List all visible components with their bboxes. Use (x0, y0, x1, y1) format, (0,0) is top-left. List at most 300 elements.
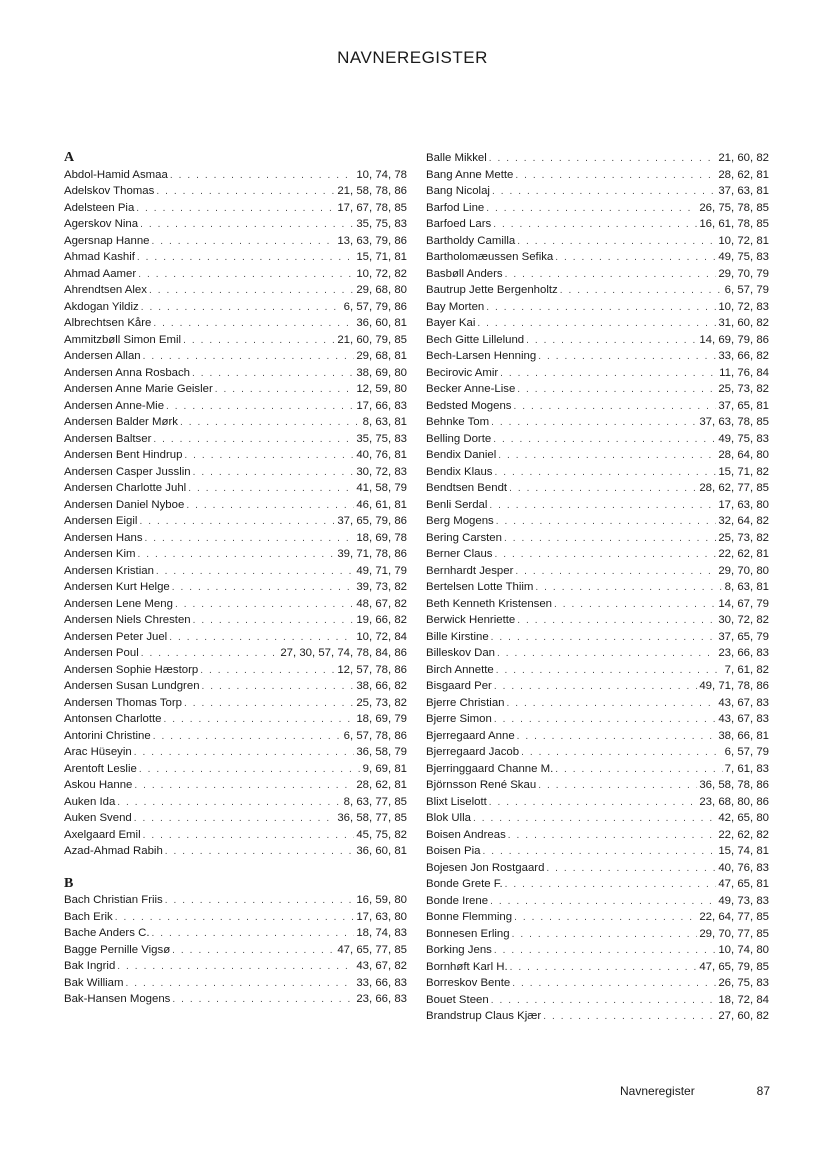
entry-pages: 39, 73, 82 (356, 581, 407, 593)
dot-leader (546, 861, 716, 877)
entry-name: Bech-Larsen Henning (426, 350, 537, 362)
dot-leader (134, 778, 354, 794)
dot-leader (183, 333, 335, 349)
index-entry (426, 464, 769, 481)
dot-leader (473, 811, 716, 827)
index-entry (64, 892, 407, 909)
dot-leader (491, 993, 717, 1009)
dot-leader (165, 893, 355, 909)
entry-name: Andersen Anne Marie Geisler (64, 383, 213, 395)
entry-name: Berner Claus (426, 548, 493, 560)
index-entry (426, 645, 769, 662)
index-entry (64, 332, 407, 349)
index-entry (426, 365, 769, 382)
index-entry (426, 942, 769, 959)
entry-name: Andersen Allan (64, 350, 141, 362)
entry-pages: 29, 68, 80 (356, 284, 407, 296)
dot-leader (497, 646, 716, 662)
dot-leader (175, 597, 354, 613)
entry-pages: 14, 69, 79, 86 (699, 333, 769, 346)
entry-name: Agersnap Hanne (64, 234, 150, 247)
index-entry (64, 266, 407, 283)
index-entry (426, 579, 769, 596)
index-entry (426, 662, 769, 679)
index-entry (426, 431, 769, 448)
index-entry (426, 992, 769, 1009)
index-entry (426, 315, 769, 332)
entry-pages: 37, 63, 78, 85 (699, 416, 769, 428)
entry-name: Andersen Anne-Mie (64, 399, 165, 412)
entry-name: Borking Jens (426, 944, 492, 956)
entry-pages: 48, 67, 82 (356, 597, 407, 610)
index-entry (426, 332, 769, 349)
entry-name: Behnke Tom (426, 416, 490, 428)
entry-pages: 18, 69, 78 (356, 531, 407, 544)
entry-name: Bak Ingrid (64, 960, 116, 972)
entry-name: Andersen Bent Hindrup (64, 449, 183, 461)
entry-name: Bagge Pernille Vigsø (64, 943, 171, 956)
index-entry (426, 546, 769, 563)
entry-pages: 23, 66, 83 (718, 647, 769, 659)
index-entry (426, 728, 769, 745)
entry-name: Andersen Casper Jusslin (64, 465, 191, 478)
index-entry (64, 744, 407, 761)
dot-leader (493, 432, 716, 448)
entry-pages: 45, 75, 82 (356, 828, 407, 841)
entry-pages: 13, 63, 79, 86 (337, 234, 407, 247)
entry-pages: 28, 62, 81 (356, 779, 407, 791)
index-entry (64, 249, 407, 266)
entry-pages: 37, 63, 81 (718, 185, 769, 197)
entry-name: Andersen Balder Mørk (64, 416, 178, 428)
entry-name: Axelgaard Emil (64, 828, 141, 841)
index-entry (64, 810, 407, 827)
entry-name: Bartholomæussen Sefika (426, 251, 554, 263)
dot-leader (169, 630, 354, 646)
entry-pages: 17, 67, 78, 85 (337, 201, 407, 214)
index-entry (426, 629, 769, 646)
dot-leader (215, 382, 355, 398)
index-entry (64, 579, 407, 596)
entry-pages: 33, 66, 83 (356, 976, 407, 989)
entry-name: Ammitzbøll Simon Emil (64, 333, 182, 346)
entry-pages: 39, 71, 78, 86 (337, 548, 407, 560)
index-entry (64, 761, 407, 778)
entry-pages: 10, 72, 84 (356, 630, 407, 643)
entry-pages: 18, 69, 79 (356, 713, 407, 725)
index-entry (426, 348, 769, 365)
entry-name: Bonde Irene (426, 894, 489, 907)
entry-pages: 17, 63, 80 (718, 498, 769, 511)
entry-pages: 37, 65, 79 (718, 630, 769, 643)
dot-leader (153, 729, 342, 745)
dot-leader (184, 448, 354, 464)
entry-name: Balle Mikkel (426, 152, 487, 164)
index-entry (64, 447, 407, 464)
entry-name: Bille Kirstine (426, 630, 489, 643)
dot-leader (555, 250, 716, 266)
entry-name: Andersen Poul (64, 647, 139, 659)
index-entry (426, 909, 769, 926)
index-entry (426, 513, 769, 530)
entry-name: Benli Serdal (426, 498, 488, 511)
index-entry (64, 975, 407, 992)
index-entry (64, 513, 407, 530)
entry-pages: 15, 71, 82 (718, 465, 769, 478)
entry-pages: 36, 60, 81 (356, 845, 407, 857)
dot-leader (554, 597, 716, 613)
dot-leader (515, 168, 716, 184)
entry-name: Bang Nicolaj (426, 185, 490, 197)
entry-name: Boisen Pia (426, 845, 481, 857)
entry-pages: 43, 67, 83 (718, 713, 769, 725)
dot-leader (521, 745, 723, 761)
dot-leader (517, 234, 716, 250)
entry-name: Bjerre Christian (426, 696, 505, 709)
index-entry (64, 958, 407, 975)
dot-leader (486, 300, 716, 316)
entry-pages: 29, 68, 81 (356, 350, 407, 362)
dot-leader (492, 184, 716, 200)
entry-pages: 28, 62, 81 (718, 168, 769, 181)
page-footer (620, 1084, 770, 1098)
dot-leader (496, 514, 717, 530)
index-entry (426, 876, 769, 893)
entry-name: Auken Ida (64, 795, 116, 808)
entry-pages: 12, 57, 78, 86 (337, 663, 407, 676)
entry-name: Bjerregaard Jacob (426, 746, 520, 758)
entry-pages: 42, 65, 80 (718, 812, 769, 824)
dot-leader (509, 481, 697, 497)
index-entry (64, 777, 407, 794)
entry-name: Bedsted Mogens (426, 399, 512, 412)
dot-leader (138, 547, 336, 563)
entry-pages: 26, 75, 83 (718, 977, 769, 989)
entry-pages: 37, 65, 81 (718, 399, 769, 412)
dot-leader (495, 465, 717, 481)
entry-pages: 49, 75, 83 (718, 251, 769, 263)
dot-leader (202, 679, 355, 695)
entry-pages: 8, 63, 77, 85 (343, 795, 407, 808)
entry-pages: 23, 66, 83 (356, 993, 407, 1005)
dot-leader (153, 432, 354, 448)
index-entry (426, 975, 769, 992)
entry-name: Azad-Ahmad Rabih (64, 845, 163, 857)
entry-name: Andersen Anna Rosbach (64, 366, 191, 379)
index-entry (426, 843, 769, 860)
entry-name: Albrechtsen Kåre (64, 317, 152, 329)
entry-name: Björnsson René Skau (426, 779, 537, 791)
dot-leader (498, 448, 716, 464)
entry-name: Ahmad Aamer (64, 267, 137, 280)
entry-name: Askou Hanne (64, 779, 133, 791)
entry-name: Bak-Hansen Mogens (64, 993, 171, 1005)
entry-pages: 35, 75, 83 (356, 218, 407, 230)
dot-leader (477, 316, 716, 332)
index-entry (64, 299, 407, 316)
dot-leader (494, 547, 716, 563)
entry-name: Andersen Peter Juel (64, 630, 168, 643)
entry-name: Bonnesen Erling (426, 927, 510, 940)
entry-pages: 10, 72, 82 (356, 267, 407, 280)
index-entry (426, 233, 769, 250)
entry-pages: 21, 60, 79, 85 (337, 333, 407, 346)
entry-name: Berg Mogens (426, 515, 494, 527)
entry-pages: 8, 63, 81 (362, 416, 407, 428)
entry-name: Adelskov Thomas (64, 185, 155, 197)
entry-name: Bouet Steen (426, 993, 489, 1006)
dot-leader (508, 828, 717, 844)
dot-leader (136, 201, 335, 217)
section-letter: B (64, 875, 74, 891)
entry-pages: 10, 74, 80 (718, 944, 769, 956)
entry-pages: 38, 66, 82 (356, 680, 407, 692)
entry-pages: 15, 71, 81 (356, 251, 407, 263)
entry-name: Andersen Susan Lundgren (64, 680, 200, 692)
entry-name: Abdol-Hamid Asmaa (64, 168, 168, 181)
index-entry (64, 348, 407, 365)
entry-pages: 27, 60, 82 (718, 1010, 769, 1022)
dot-leader (151, 926, 354, 942)
dot-leader (137, 250, 354, 266)
index-entry (426, 744, 769, 761)
entry-name: Bering Carsten (426, 531, 502, 544)
entry-name: Bornhøft Karl H. (426, 960, 508, 973)
entry-pages: 37, 65, 79, 86 (337, 515, 407, 527)
index-entry (64, 843, 407, 860)
page-title: NAVNEREGISTER (337, 48, 488, 67)
dot-leader (500, 366, 717, 382)
entry-pages: 9, 69, 81 (362, 762, 407, 775)
dot-leader (555, 762, 722, 778)
index-entry (426, 563, 769, 580)
index-entry (426, 200, 769, 217)
entry-name: Birch Annette (426, 663, 494, 676)
index-entry (64, 662, 407, 679)
dot-leader (149, 283, 354, 299)
dot-leader (515, 564, 716, 580)
dot-leader (156, 564, 354, 580)
index-entry (426, 381, 769, 398)
dot-leader (153, 316, 354, 332)
dot-leader (496, 663, 723, 679)
entry-pages: 27, 30, 57, 74, 78, 84, 86 (280, 647, 407, 659)
index-entry (64, 612, 407, 629)
entry-name: Berwick Henriette (426, 614, 516, 626)
entry-pages: 7, 61, 82 (724, 663, 769, 676)
dot-leader (493, 217, 697, 233)
entry-name: Ahmad Kashif (64, 251, 135, 263)
index-entry (426, 596, 769, 613)
entry-name: Andersen Eigil (64, 515, 138, 527)
index-entry (426, 761, 769, 778)
index-entry (426, 480, 769, 497)
entry-name: Adelsteen Pia (64, 201, 135, 214)
dot-leader (490, 894, 716, 910)
entry-name: Bonne Flemming (426, 911, 513, 923)
index-entry (426, 711, 769, 728)
dot-leader (193, 465, 355, 481)
index-entry (64, 282, 407, 299)
entry-pages: 17, 63, 80 (356, 910, 407, 923)
entry-pages: 49, 71, 79 (356, 564, 407, 577)
dot-leader (512, 927, 698, 943)
index-entry (426, 827, 769, 844)
entry-name: Barfoed Lars (426, 218, 492, 230)
dot-leader (494, 679, 697, 695)
dot-leader (543, 1009, 716, 1025)
entry-pages: 28, 64, 80 (718, 449, 769, 461)
entry-pages: 23, 68, 80, 86 (699, 795, 769, 808)
entry-name: Antorini Christine (64, 729, 151, 742)
entry-pages: 25, 73, 82 (718, 383, 769, 395)
entry-pages: 32, 64, 82 (718, 515, 769, 527)
entry-name: Basbøll Anders (426, 267, 503, 280)
entry-pages: 6, 57, 78, 86 (343, 729, 407, 742)
index-entry (64, 728, 407, 745)
index-entry (64, 827, 407, 844)
index-entry (64, 365, 407, 382)
entry-name: Bertelsen Lotte Thiim (426, 581, 534, 593)
dot-leader (172, 580, 355, 596)
index-entry (64, 563, 407, 580)
entry-pages: 31, 60, 82 (718, 317, 769, 329)
entry-name: Arac Hüseyin (64, 746, 132, 758)
index-entry (426, 414, 769, 431)
dot-leader (141, 646, 279, 662)
dot-leader (192, 366, 354, 382)
entry-pages: 25, 73, 82 (356, 696, 407, 709)
entry-name: Antonsen Charlotte (64, 713, 162, 725)
index-entry (64, 480, 407, 497)
entry-name: Brandstrup Claus Kjær (426, 1010, 542, 1022)
index-entry (426, 249, 769, 266)
index-entry (426, 794, 769, 811)
entry-name: Bisgaard Per (426, 680, 492, 692)
entry-pages: 10, 72, 83 (718, 300, 769, 313)
entry-name: Bay Morten (426, 300, 485, 313)
entry-name: Andersen Charlotte Juhl (64, 482, 187, 494)
entry-pages: 6, 57, 79 (724, 284, 769, 296)
index-entry (64, 183, 407, 200)
entry-name: Bjerregaard Anne (426, 729, 515, 742)
index-entry (64, 629, 407, 646)
index-entry (426, 216, 769, 233)
dot-leader (491, 630, 717, 646)
dot-leader (180, 415, 361, 431)
dot-leader (514, 399, 717, 415)
dot-leader (138, 267, 354, 283)
dot-leader (560, 283, 723, 299)
dot-leader (505, 267, 717, 283)
dot-leader (517, 613, 716, 629)
entry-name: Andersen Lene Meng (64, 597, 173, 610)
entry-name: Andersen Hans (64, 531, 143, 544)
index-entry (426, 1008, 769, 1025)
entry-name: Bernhardt Jesper (426, 564, 514, 577)
entry-name: Bojesen Jon Rostgaard (426, 861, 545, 874)
entry-pages: 30, 72, 82 (718, 614, 769, 626)
dot-leader (143, 349, 355, 365)
entry-name: Arentoft Leslie (64, 762, 137, 775)
entry-pages: 41, 58, 79 (356, 482, 407, 494)
dot-leader (172, 992, 354, 1008)
entry-name: Andersen Sophie Hæstorp (64, 663, 199, 676)
index-entry (426, 777, 769, 794)
entry-pages: 15, 74, 81 (718, 845, 769, 857)
index-entry (64, 414, 407, 431)
entry-pages: 22, 64, 77, 85 (699, 911, 769, 923)
entry-name: Bach Christian Friis (64, 894, 163, 906)
entry-name: Bonde Grete F. (426, 878, 503, 890)
entry-name: Agerskov Nina (64, 218, 139, 230)
entry-name: Bayer Kai (426, 317, 476, 329)
dot-leader (140, 217, 354, 233)
entry-pages: 16, 59, 80 (356, 894, 407, 906)
index-entry (64, 695, 407, 712)
entry-name: Becker Anne-Lise (426, 383, 516, 395)
entry-name: Bache Anders C. (64, 927, 150, 939)
dot-leader (170, 168, 355, 184)
entry-pages: 33, 66, 82 (718, 350, 769, 362)
entry-name: Bak William (64, 976, 124, 989)
dot-leader (186, 498, 354, 514)
entry-name: Borreskov Bente (426, 977, 511, 989)
dot-leader (505, 877, 717, 893)
entry-pages: 38, 66, 81 (718, 729, 769, 742)
dot-leader (482, 844, 716, 860)
index-entry (64, 942, 407, 959)
index-entry (426, 150, 769, 167)
dot-leader (494, 712, 716, 728)
entry-name: Andersen Niels Chresten (64, 614, 191, 626)
entry-pages: 22, 62, 82 (718, 828, 769, 841)
entry-pages: 47, 65, 79, 85 (699, 960, 769, 973)
entry-pages: 47, 65, 77, 85 (337, 943, 407, 956)
entry-pages: 18, 74, 83 (356, 927, 407, 939)
entry-pages: 35, 75, 83 (356, 432, 407, 445)
entry-pages: 43, 67, 83 (718, 696, 769, 709)
dot-leader (486, 201, 697, 217)
index-entry (64, 530, 407, 547)
entry-name: Bautrup Jette Bergenholtz (426, 284, 558, 296)
entry-name: Andersen Thomas Torp (64, 696, 182, 709)
entry-pages: 10, 72, 81 (718, 234, 769, 247)
dot-leader (165, 844, 355, 860)
entry-name: Akdogan Yildiz (64, 300, 139, 313)
index-entry (64, 200, 407, 217)
entry-pages: 36, 58, 79 (356, 746, 407, 758)
index-entry (426, 810, 769, 827)
entry-pages: 38, 69, 80 (356, 366, 407, 379)
entry-pages: 36, 58, 77, 85 (337, 812, 407, 824)
entry-name: Bendtsen Bendt (426, 482, 508, 494)
entry-name: Andersen Daniel Nyboe (64, 498, 185, 511)
index-entry (64, 464, 407, 481)
dot-leader (134, 745, 355, 761)
dot-leader (156, 184, 335, 200)
entry-pages: 25, 73, 82 (718, 531, 769, 544)
dot-leader (188, 481, 354, 497)
index-entry (64, 431, 407, 448)
dot-leader (184, 696, 354, 712)
entry-pages: 28, 62, 77, 85 (699, 482, 769, 494)
dot-leader (538, 778, 697, 794)
index-entry (64, 678, 407, 695)
entry-name: Andersen Kristian (64, 564, 154, 577)
index-entry (426, 695, 769, 712)
index-entry (426, 497, 769, 514)
